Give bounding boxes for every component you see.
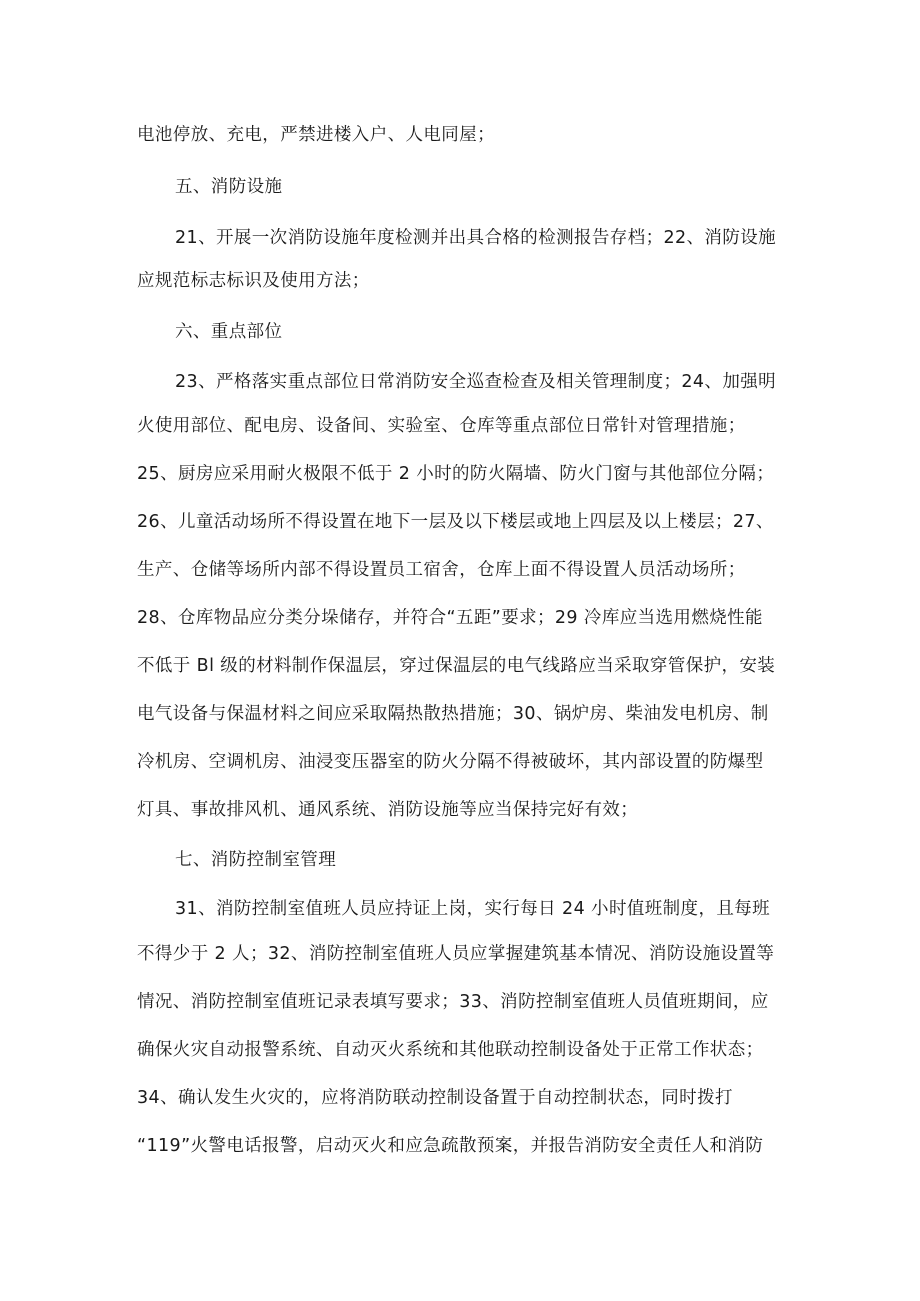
text-line: 电池停放、充电，严禁进楼入户、人电同屋；	[137, 125, 495, 145]
text-line: 确保火灾自动报警系统、自动灭火系统和其他联动控制设备处于正常工作状态；	[137, 1040, 764, 1060]
text-line: 灯具、事故排风机、通风系统、消防设施等应当保持完好有效；	[137, 800, 639, 820]
text-line: 21、开展一次消防设施年度检测并出具合格的检测报告存档；22、消防设施	[175, 228, 777, 248]
text-line: 25、厨房应采用耐火极限不低于 2 小时的防火隔墙、防火门窗与其他部位分隔；	[137, 464, 775, 484]
text-line: “119”火警电话报警，启动灭火和应急疏散预案，并报告消防安全责任人和消防	[137, 1136, 764, 1156]
section-heading: 七、消防控制室管理	[175, 850, 337, 870]
text-line: 26、儿童活动场所不得设置在地下一层及以下楼层或地上四层及以上楼层；27、	[137, 512, 774, 532]
text-line: 31、消防控制室值班人员应持证上岗，实行每日 24 小时值班制度，且每班	[175, 899, 771, 919]
text-line: 23、严格落实重点部位日常消防安全巡查检查及相关管理制度；24、加强明	[175, 372, 777, 392]
text-line: 冷机房、空调机房、油浸变压器室的防火分隔不得被破坏，其内部设置的防爆型	[137, 752, 764, 772]
section-heading: 六、重点部位	[175, 322, 283, 342]
text-line: 生产、仓储等场所内部不得设置员工宿舍，仓库上面不得设置人员活动场所；	[137, 560, 746, 580]
text-line: 34、确认发生火灾的，应将消防联动控制设备置于自动控制状态，同时拨打	[137, 1088, 733, 1108]
section-heading: 五、消防设施	[175, 177, 283, 197]
text-line: 电气设备与保温材料之间应采取隔热散热措施；30、锅炉房、柴油发电机房、制	[137, 704, 769, 724]
text-line: 28、仓库物品应分类分垛储存，并符合“五距”要求；29 冷库应当选用燃烧性能	[137, 608, 763, 628]
text-line: 应规范标志标识及使用方法；	[137, 271, 370, 291]
text-line: 火使用部位、配电房、设备间、实验室、仓库等重点部位日常针对管理措施；	[137, 416, 746, 436]
text-line: 不得少于 2 人；32、消防控制室值班人员应掌握建筑基本情况、消防设施设置等	[137, 944, 775, 964]
text-line: 不低于 Bl 级的材料制作保温层，穿过保温层的电气线路应当采取穿管保护，安装	[137, 656, 776, 676]
text-line: 情况、消防控制室值班记录表填写要求；33、消防控制室值班人员值班期间，应	[137, 992, 769, 1012]
